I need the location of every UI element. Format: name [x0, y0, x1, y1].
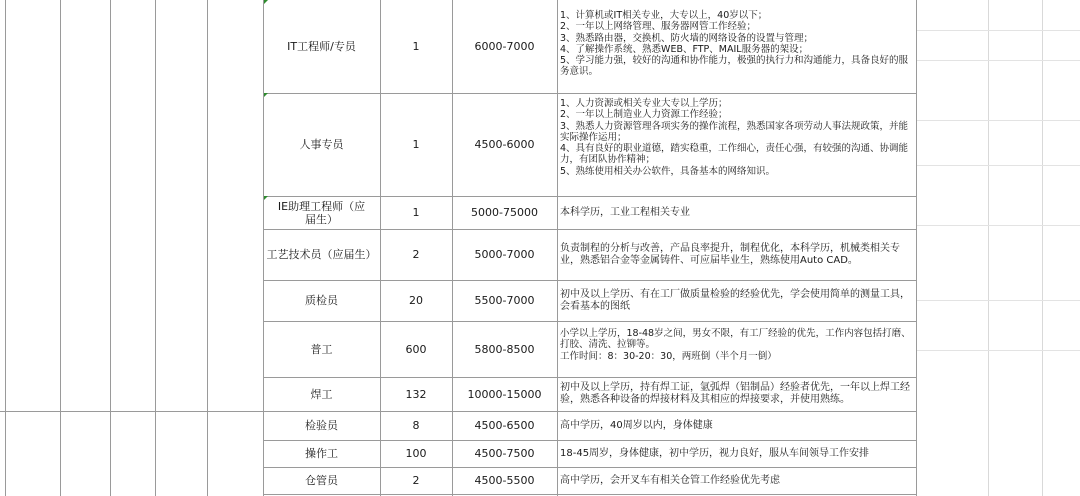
requirements-cell: 1、计算机或IT相关专业，大专以上，40岁以下； 2、一年以上网络管理、服务器网管工作经验； 3、熟悉路由器，交换机、防火墙的网络设备的设置与管理； 4、了解操作系统、熟悉WEB、FTP、MAIL服务器的架设； 5、学习能力强，较好的沟通和协作能力，极强的执行力和沟通能力，具备良好的服务意识。: [560, 10, 909, 78]
grid-line: [207, 0, 208, 496]
grid-line: [5, 0, 6, 496]
grid-line: [1042, 0, 1043, 496]
count-cell: 600: [405, 342, 427, 356]
salary-cell: 5800-8500: [474, 342, 535, 356]
position-cell: 工艺技术员（应届生）: [266, 248, 377, 261]
requirements-cell: 小学以上学历，18-48岁之间，男女不限，有工厂经验的优先，工作内容包括打磨、打胶、清洗、拉铆等。 工作时间：8：30-20：30，两班倒（半个月一倒）: [560, 328, 911, 362]
position-cell: 人事专员: [299, 138, 344, 151]
grid-line: [917, 165, 1080, 166]
salary-cell: 4500-7500: [474, 447, 535, 460]
grid-line: [988, 0, 989, 496]
salary-cell: 4500-5500: [474, 474, 535, 487]
requirements-cell: 初中及以上学历，持有焊工证，氩弧焊（铝制品）经验者优先，一年以上焊工经验，熟悉各种设备的焊接材料及其相应的焊接要求，并使用熟练。: [560, 382, 910, 405]
position-cell: 检验员: [305, 419, 338, 432]
grid-line: [917, 30, 1080, 31]
grid-line: [917, 120, 1080, 121]
count-cell: 20: [409, 294, 423, 307]
position-cell: 仓管员: [305, 474, 338, 487]
grid-line: [60, 0, 61, 496]
requirements-cell: 高中学历，40周岁以内，身体健康: [560, 419, 713, 431]
count-cell: 100: [405, 447, 427, 460]
count-cell: 1: [412, 206, 420, 219]
requirements-cell: 18-45周岁，身体健康，初中学历，视力良好，服从车间领导工作安排: [560, 447, 870, 459]
count-cell: 1: [412, 138, 420, 151]
salary-cell: 4500-6000: [474, 138, 535, 151]
position-cell: 焊工: [310, 387, 333, 401]
requirements-cell: 1、人力资源或相关专业大专以上学历； 2、一年以上制造业人力资源工作经验； 3、熟悉人力资源管理各项实务的操作流程，熟悉国家各项劳动人事法规政策，并能实际操作运用； 4、具有良好的职业道德，踏实稳重，工作细心，责任心强，有较强的沟通、协调能力，有团队协作精神； 5、熟练使用相关办公软件，具备基本的网络知识。: [560, 98, 909, 177]
requirements-cell: 负责制程的分析与改善，产品良率提升，制程优化，本科学历，机械类相关专业，熟悉铝合金等金属铸件、可应届毕业生，熟练使用Auto CAD。: [560, 242, 900, 266]
position-cell: 操作工: [305, 447, 338, 460]
requirements-cell: 初中及以上学历、有在工厂做质量检验的经验优先，学会使用简单的测量工具，会看基本的图纸: [560, 288, 910, 312]
position-cell: 质检员: [305, 294, 338, 307]
count-cell: 2: [412, 248, 420, 261]
salary-cell: 5000-7000: [474, 248, 535, 261]
count-cell: 132: [405, 387, 427, 401]
grid-line: [917, 60, 1080, 61]
grid-line: [917, 300, 1080, 301]
count-cell: 2: [412, 474, 420, 487]
grid-line: [917, 225, 1080, 226]
position-cell: 普工: [310, 342, 333, 356]
position-cell: IE助理工程师（应届生）: [277, 199, 366, 226]
grid-line: [916, 0, 917, 496]
grid-line: [917, 350, 1080, 351]
count-cell: 1: [412, 40, 420, 53]
position-cell: IT工程师/专员: [287, 40, 356, 53]
grid-line: [155, 0, 156, 496]
salary-cell: 5000-75000: [471, 206, 538, 219]
salary-cell: 10000-15000: [467, 387, 542, 401]
requirements-cell: 高中学历，会开叉车有相关仓管工作经验优先考虑: [560, 474, 780, 486]
salary-cell: 4500-6500: [474, 419, 535, 432]
salary-cell: 5500-7000: [474, 294, 535, 307]
salary-cell: 6000-7000: [474, 40, 535, 53]
row-separator: [263, 494, 917, 495]
grid-line: [110, 0, 111, 496]
requirements-cell: 本科学历，工业工程相关专业: [560, 206, 690, 218]
count-cell: 8: [412, 419, 420, 432]
